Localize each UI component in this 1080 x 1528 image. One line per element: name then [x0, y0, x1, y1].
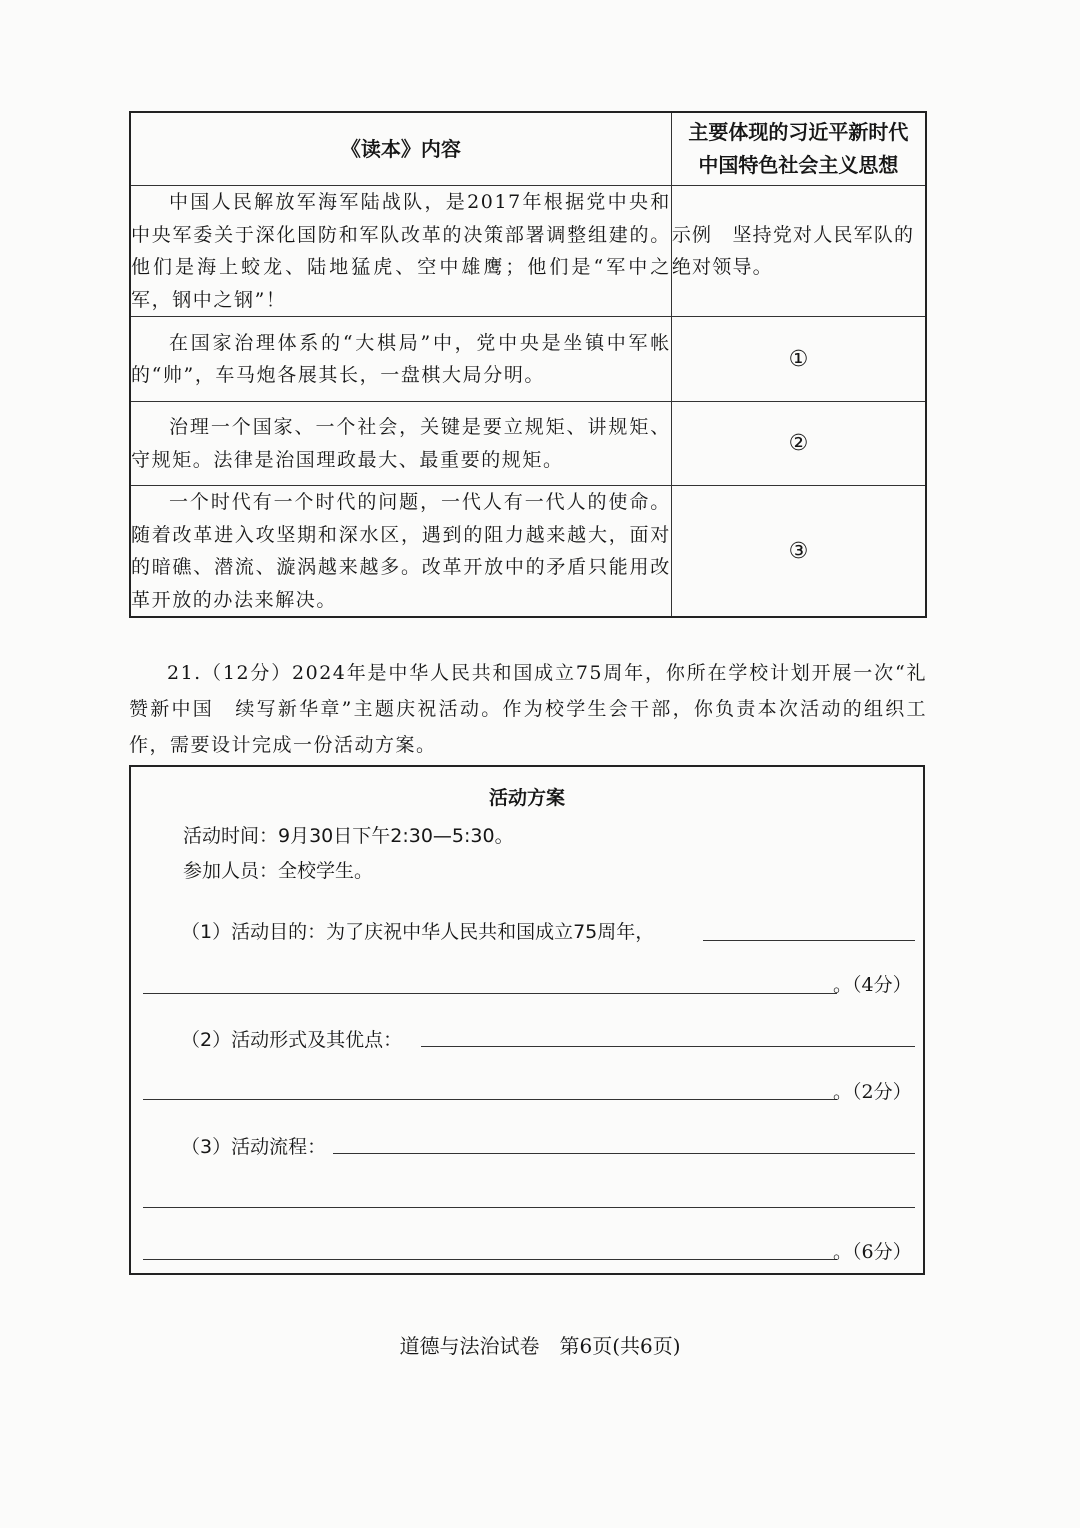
row-answer-example: 示例 坚持党对人民军队的绝对领导。: [671, 186, 926, 317]
row-content: 中国人民解放军海军陆战队，是2017年根据党中央和中央军委关于深化国防和军队改革的决策部署调整组建的。他们是海上蛟龙、陆地猛虎、空中雄鹰；他们是“军中之军，钢中之钢”！: [130, 186, 671, 317]
row-content: 一个时代有一个时代的问题，一代人有一代人的使命。随着改革进入攻坚期和深水区，遇到的阻力越来越大，面对的暗礁、潜流、漩涡越来越多。改革开放中的矛盾只能用改革开放的办法来解决。: [130, 486, 671, 618]
answer-line[interactable]: [143, 1259, 837, 1260]
row-content: 在国家治理体系的“大棋局”中，党中央是坐镇中军帐的“帅”，车马炮各展其长，一盘棋大局分明。: [130, 317, 671, 402]
answer-blank-3[interactable]: ③: [671, 486, 926, 618]
table-row: [130, 486, 926, 618]
activity-plan-box: [129, 765, 925, 1275]
answer-line[interactable]: [143, 1207, 915, 1208]
answer-line[interactable]: [421, 1046, 915, 1047]
plan-time: 活动时间：9月30日下午2:30—5:30。: [183, 825, 514, 847]
score-item-1: 。（4分）: [833, 974, 912, 996]
table-row: [130, 317, 926, 402]
score-item-3: 。（6分）: [833, 1241, 912, 1263]
header-reader-content: 《读本》内容: [130, 112, 671, 186]
header-thought-line-1: 主要体现的习近平新时代: [688, 120, 909, 144]
table-row: [130, 186, 926, 317]
score-item-2: 。（2分）: [833, 1081, 912, 1103]
header-thought: [671, 112, 926, 186]
answer-line[interactable]: [143, 993, 837, 994]
plan-item-2: （2）活动形式及其优点：: [181, 1029, 403, 1051]
answer-blank-1[interactable]: ①: [671, 317, 926, 402]
question-21-text: 21.（12分）2024年是中华人民共和国成立75周年，你所在学校计划开展一次“礼赞新中国 续写新华章”主题庆祝活动。作为校学生会干部，你负责本次活动的组织工作，需要设计完成一份活动方案。: [129, 662, 927, 756]
table-row: [130, 402, 926, 486]
table-header-row: [130, 112, 926, 186]
answer-blank-2[interactable]: ②: [671, 402, 926, 486]
plan-title: 活动方案: [488, 787, 565, 809]
plan-item-1: （1）活动目的：为了庆祝中华人民共和国成立75周年，: [181, 921, 655, 943]
row-content: 治理一个国家、一个社会，关键是要立规矩、讲规矩、守规矩。法律是治国理政最大、最重要的规矩。: [130, 402, 671, 486]
answer-line[interactable]: [143, 1099, 837, 1100]
content-table: [129, 111, 927, 618]
plan-item-3: （3）活动流程：: [181, 1136, 327, 1158]
answer-line[interactable]: [333, 1153, 915, 1154]
page-footer: 道德与法治试卷 第6页(共6页): [399, 1334, 681, 1358]
answer-line[interactable]: [703, 940, 915, 941]
plan-participants: 参加人员：全校学生。: [183, 860, 374, 882]
header-thought-line-2: 中国特色社会主义思想: [698, 153, 899, 177]
